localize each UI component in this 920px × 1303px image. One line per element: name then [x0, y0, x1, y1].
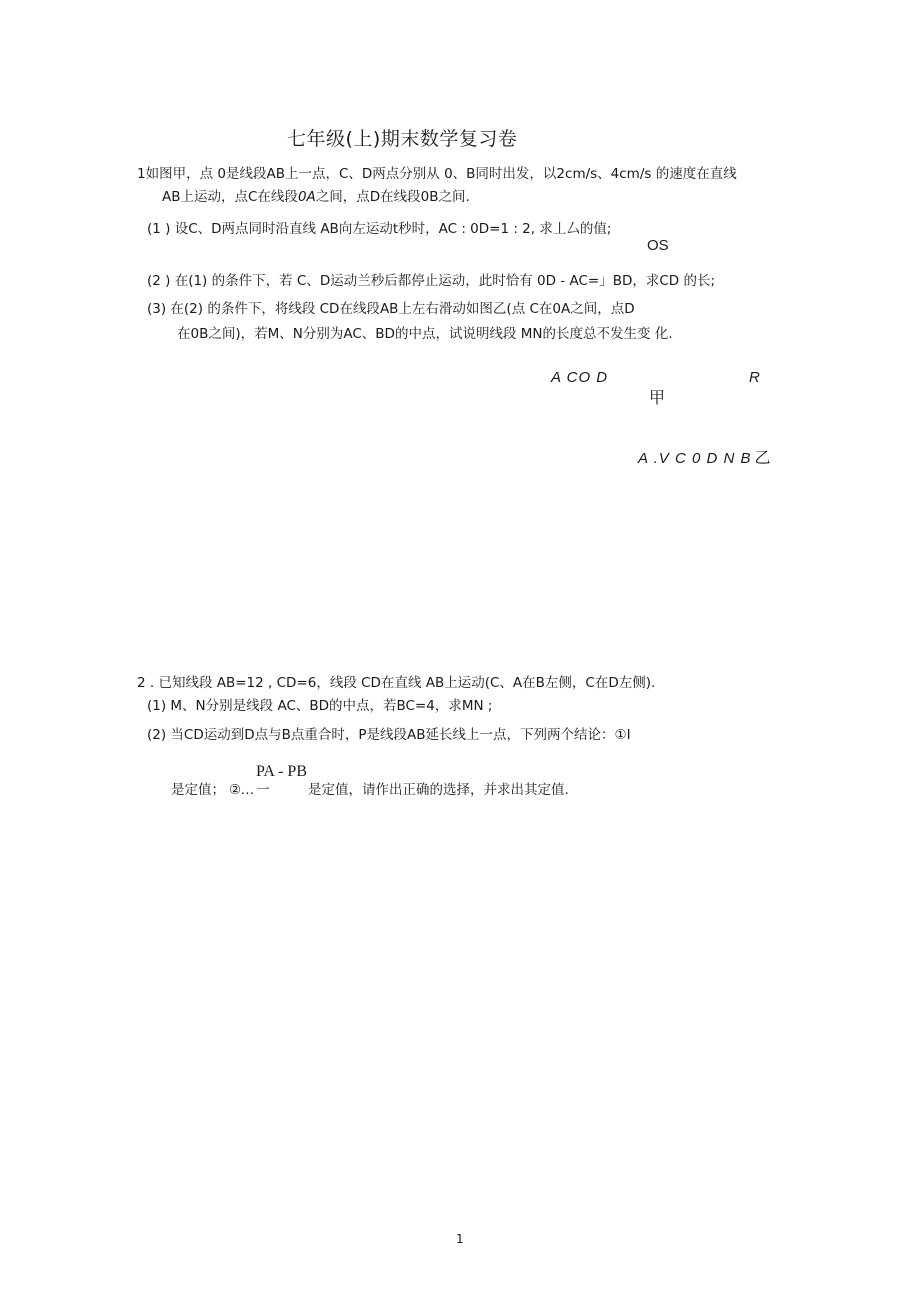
problem2-conclusion-c: 是定值，请作出正确的选择，并求出其定值. — [308, 782, 569, 798]
figure1-caption: 甲 — [649, 388, 666, 407]
problem2-intro: 2 . 已知线段 AB=12 , CD=6，线段 CD在直线 AB上运动(C、A在B左侧，C在D左侧). — [137, 675, 656, 691]
problem1-intro-line2-a: AB上运动，点C在线段 — [162, 189, 298, 205]
problem2-fraction-numerator: PA - PB — [256, 763, 307, 780]
problem2-part1: (1) M、N分别是线段 AC、BD的中点，若BC=4，求MN ; — [147, 698, 493, 714]
problem1-part1-fraction: OS — [647, 237, 669, 254]
problem1-intro-line2-b: 之间，点D在线段0B之间. — [315, 189, 470, 205]
problem1-part3-line1: (3) 在(2) 的条件下，将线段 CD在线段AB上左右滑动如图乙(点 C在0A之间，点D — [147, 301, 635, 317]
page-title: 七年级(上)期末数学复习卷 — [287, 128, 518, 150]
problem1-part1: (1 ) 设C、D两点同时沿直线 AB向左运动t秒时，AC : 0D=1 : 2, 求丄厶的值; — [147, 221, 612, 237]
figure1-end-label: R — [749, 369, 761, 386]
problem1-part3-line2: 在0B之间)，若M、N分别为AC、BD的中点，试说明线段 MN的长度总不发生变 化. — [177, 326, 673, 342]
figure1-point-labels: A CO D — [551, 369, 609, 386]
problem2-conclusion-b: ②…一 — [229, 782, 269, 798]
problem2-part2-end: I — [626, 727, 631, 743]
problem2-part2-text: (2) 当CD运动到D点与B点重合时，P是线段AB延长线上一点，下列两个结论：① — [147, 727, 627, 743]
problem1-part2: (2 ) 在(1) 的条件下，若 C、D运动兰秒后都停止运动，此时恰有 0D - AC=」BD，求CD 的长; — [147, 273, 716, 289]
problem2-part2 — [147, 729, 631, 743]
figure2-point-labels: A .V C 0 D N B — [638, 450, 752, 467]
problem2-conclusion-a: 是定值； — [171, 782, 225, 798]
problem1-intro-line1: 1如图甲，点 0是线段AB上一点，C、D两点分别从 0、B同时出发，以2cm/s、4cm/s 的速度在直线 — [137, 166, 737, 182]
figure2-caption: 乙 — [754, 448, 771, 467]
problem1-intro-line2-italic: 0A — [297, 189, 316, 205]
figure2-labels — [638, 450, 771, 466]
page-number: 1 — [456, 1232, 464, 1246]
problem1-intro-line2 — [162, 191, 470, 205]
